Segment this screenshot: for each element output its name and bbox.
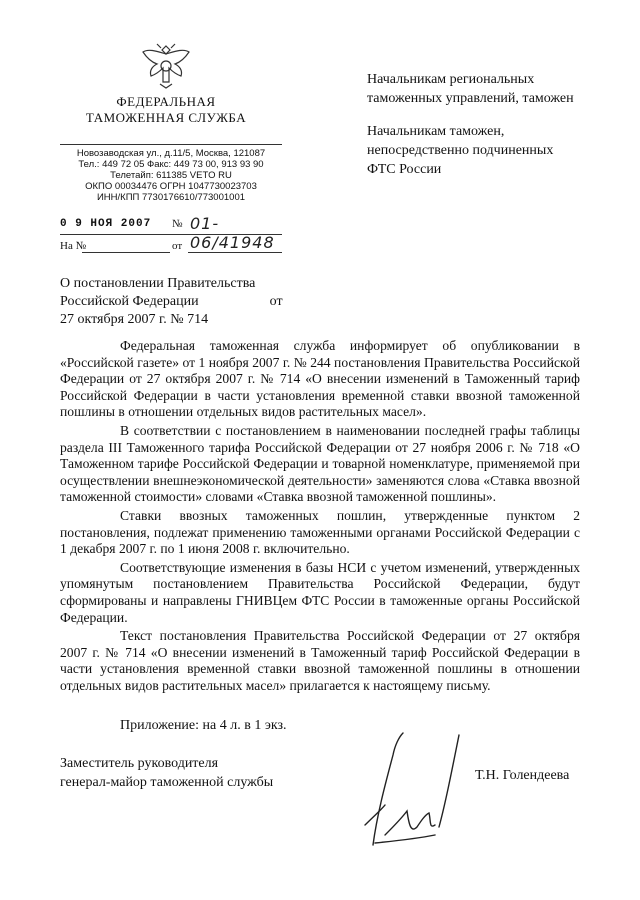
ref-number-blank — [82, 252, 170, 253]
body-paragraph: Федеральная таможенная служба информирует об опубликовании в «Российской газете» от 1 ноября 2007 г. № 244 постановления Правительства Российской Федерации от 27 октября 2007 г. № 714 «О внесении изменений в Таможенный тариф Российской Федерации в части установления временной ставки ввозной таможенной пошлины в отношении отдельных видов растительных масел». — [60, 338, 580, 420]
ref-number-label: На № — [60, 240, 87, 252]
subject-line — [60, 293, 283, 311]
address-line: Новозаводская ул., д.11/5, Москва, 121087 — [76, 148, 266, 159]
date-underline — [60, 234, 282, 235]
subject-from: от — [269, 294, 283, 309]
ref-from-label: от — [172, 240, 183, 252]
body-paragraph: Соответствующие изменения в базы НСИ с учетом изменений, утвержденных упомянутым постановлением Правительства Российской Федерации, будут сформированы и направлены ГНИВЦем ФТС России в таможенные органы Российской Федерации. — [60, 559, 580, 625]
header-divider — [60, 144, 282, 145]
recipient-block-2 — [367, 122, 553, 179]
number-sign: № — [172, 218, 183, 230]
org-line-1: ФЕДЕРАЛЬНАЯ — [116, 94, 216, 109]
coat-of-arms-emblem — [139, 38, 193, 92]
ref-from-blank — [188, 252, 282, 253]
handwritten-signature — [355, 715, 465, 855]
signer-title — [60, 754, 273, 792]
organization-name — [60, 94, 272, 126]
subject-text: Российской Федерации — [60, 294, 199, 309]
recipient-line: непосредственно подчиненных — [367, 143, 554, 158]
address-block — [60, 148, 282, 203]
subject-line: О постановлении Правительства — [60, 276, 256, 291]
subject-line: 27 октября 2007 г. № 714 — [60, 312, 209, 327]
signer-title-line: генерал-майор таможенной службы — [60, 775, 274, 790]
appendix-note: Приложение: на 4 л. в 1 экз. — [120, 718, 287, 733]
body-paragraph: Текст постановления Правительства Российской Федерации от 27 октября 2007 г. № 714 «О внесении изменений в Таможенный тариф Российской Федерации в части установления временной ставки ввозной таможенной пошлины в отношении отдельных видов растительных масел» прилагается к настоящему письму. — [60, 628, 580, 693]
body-paragraph: В соответствии с постановлением в наименовании последней графы таблицы раздела III Таможенного тарифа Российской Федерации от 27 ноября 2006 г. № 718 «О Таможенном тарифе Российской Федерации и товарной номенклатуре, применяемой при осуществлении внешнеэкономической деятельности» заменяются слова «Ставка ввозной таможенной стоимости» словами «Ставка ввозной таможенной пошлины». — [60, 422, 580, 505]
okpo-line: ОКПО 00034476 ОГРН 1047730023703 — [85, 181, 257, 192]
recipient-line: Начальникам региональных — [367, 72, 535, 87]
inn-line: ИНН/КПП 7730176610/773001001 — [96, 192, 246, 203]
body-paragraph: Ставки ввозных таможенных пошлин, утвержденные пунктом 2 постановления, подлежат применению таможенными органами Российской Федерации с 1 декабря 2007 г. по 1 июня 2008 г. включительно. — [60, 507, 580, 557]
recipient-line: Начальникам таможен, — [367, 124, 505, 139]
org-line-2: ТАМОЖЕННАЯ СЛУЖБА — [85, 110, 247, 125]
letter-subject — [60, 275, 283, 329]
signer-title-line: Заместитель руководителя — [60, 756, 219, 771]
document-number: 01-06/41948 — [190, 214, 275, 252]
recipient-line: таможенных управлений, таможен — [367, 91, 574, 106]
teletype-line: Телетайп: 611385 VETO RU — [110, 170, 232, 181]
recipient-block-1 — [367, 70, 574, 108]
recipient-line: ФТС России — [367, 162, 442, 177]
signer-name: Т.Н. Голендеева — [475, 768, 570, 783]
document-date: 0 9 НОЯ 2007 — [60, 218, 152, 230]
phone-line: Тел.: 449 72 05 Факс: 449 73 00, 913 93 90 — [78, 159, 264, 170]
letter-body — [60, 338, 580, 696]
